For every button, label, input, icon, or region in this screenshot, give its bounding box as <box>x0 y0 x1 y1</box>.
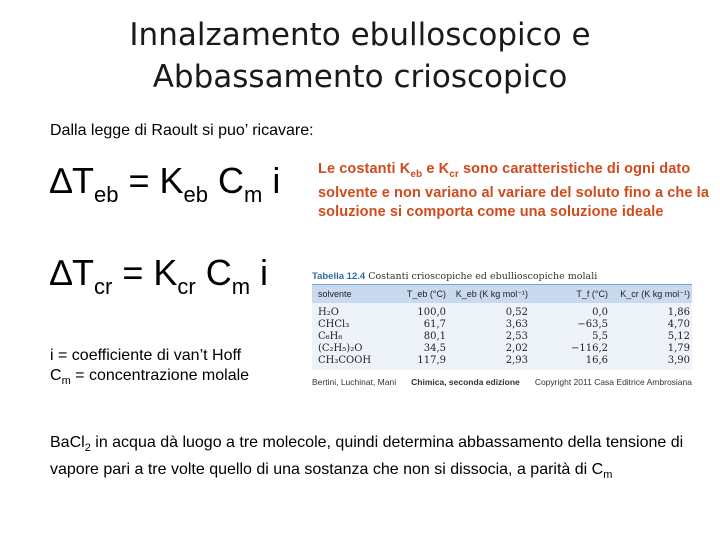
slide-title <box>0 14 720 98</box>
table-cell: 5,5 <box>592 331 608 342</box>
note-part-3: sono caratteristiche di ogni dato solvente e non variano al variare del soluto fino a che la soluzione si comporta come una soluzione ideale <box>318 161 709 220</box>
table-cell: (C₂H₅)₂O <box>318 343 363 354</box>
table-caption-label: Tabella 12.4 <box>312 271 366 282</box>
table-cell: C₆H₆ <box>318 331 343 342</box>
table-row <box>312 343 692 355</box>
table-cell: 2,53 <box>505 331 528 342</box>
eq1-c: C <box>208 160 245 201</box>
table-header-cell: K_eb (K kg mol⁻¹) <box>455 289 528 299</box>
eq2-sub-t: cr <box>94 274 113 299</box>
eq1-sub-t: eb <box>94 182 119 207</box>
eq1-sub-k: eb <box>183 182 209 207</box>
table-cell: 0,52 <box>505 307 528 318</box>
title-line-2: Abbassamento crioscopico <box>152 59 568 95</box>
table-cell: CHCl₃ <box>318 319 350 330</box>
table-cell: 3,90 <box>667 355 690 366</box>
bottom-sub-2: 2 <box>84 442 91 455</box>
definition-cm-sub: m <box>61 375 71 388</box>
equation-ebullioscopic <box>50 160 281 207</box>
table-header-row <box>312 284 692 303</box>
note-sub-cr: cr <box>449 168 459 180</box>
table-cell: 0,0 <box>592 307 608 318</box>
eq1-delta-t: ∆T <box>50 160 95 201</box>
table-footer <box>312 377 692 387</box>
bottom-part-1: BaCl <box>50 434 85 451</box>
definition-cm-text: = concentrazione molale <box>70 367 250 384</box>
table-cell: CH₃COOH <box>318 355 372 366</box>
table-header-cell: T_f (°C) <box>576 289 608 299</box>
table-cell: 1,79 <box>667 343 690 354</box>
table-body <box>312 303 692 370</box>
table-cell: 34,5 <box>423 343 446 354</box>
definition-cm <box>50 366 249 391</box>
eq2-equals-k: = K <box>112 252 178 293</box>
table-cell: 61,7 <box>423 319 446 330</box>
equation-cryoscopic <box>50 252 269 299</box>
table-cell: 3,63 <box>505 319 528 330</box>
bottom-part-2: in acqua dà luogo a tre molecole, quindi determina abbassamento della tensione di vapore pari a tre volte quello di una sostanza che non si dissocia, a parità di C <box>50 434 684 479</box>
table-cell: 5,12 <box>667 331 690 342</box>
table-cell: 80,1 <box>423 331 446 342</box>
table-row <box>312 355 692 367</box>
definition-cm-c: C <box>50 367 62 384</box>
bottom-sub-m: m <box>603 469 613 482</box>
table-footer-copyright: Copyright 2011 Casa Editrice Ambrosiana <box>534 377 692 387</box>
table-header-cell: K_cr (K kg mol⁻¹) <box>620 289 690 299</box>
table-cell: H₂O <box>318 307 339 318</box>
eq1-i: i <box>262 160 281 201</box>
eq1-equals-k: = K <box>118 160 184 201</box>
table-cell: −63,5 <box>577 319 608 330</box>
table-cell: 4,70 <box>667 319 690 330</box>
eq2-delta-t: ∆T <box>50 252 95 293</box>
eq2-i: i <box>250 252 269 293</box>
table-caption-text: Costanti crioscopiche ed ebullioscopiche molali <box>365 271 598 282</box>
title-line-1: Innalzamento ebulloscopico e <box>129 17 591 53</box>
table-cell: −116,2 <box>570 343 608 354</box>
note-sub-eb: eb <box>410 168 423 180</box>
table-row <box>312 307 692 319</box>
definitions <box>50 346 249 391</box>
table-footer-book: Chimica, seconda edizione <box>411 377 520 387</box>
bacl2-paragraph <box>50 432 690 486</box>
table-caption <box>312 270 692 284</box>
table-header-cell: solvente <box>318 289 352 299</box>
table-cell: 1,86 <box>667 307 690 318</box>
table-cell: 2,02 <box>505 343 528 354</box>
note-part-2: e K <box>422 161 450 177</box>
table-cell: 16,6 <box>585 355 608 366</box>
table-cell: 117,9 <box>417 355 446 366</box>
table-header-cell: T_eb (°C) <box>406 289 446 299</box>
eq1-sub-c: m <box>244 182 263 207</box>
eq2-sub-c: m <box>231 274 251 299</box>
eq2-c: C <box>195 252 232 293</box>
constants-table <box>312 270 692 412</box>
eq2-sub-k: cr <box>177 274 196 299</box>
table-row <box>312 331 692 343</box>
table-cell: 100,0 <box>417 307 446 318</box>
table-cell: 2,93 <box>505 355 528 366</box>
definition-i: i = coefficiente di van’t Hoff <box>50 347 242 364</box>
constants-note <box>318 160 718 222</box>
note-part-1: Le costanti K <box>318 161 411 177</box>
table-footer-authors: Bertini, Luchinat, Mani <box>312 377 397 387</box>
table-row <box>312 319 692 331</box>
intro-text: Dalla legge di Raoult si puo’ ricavare: <box>50 122 314 139</box>
